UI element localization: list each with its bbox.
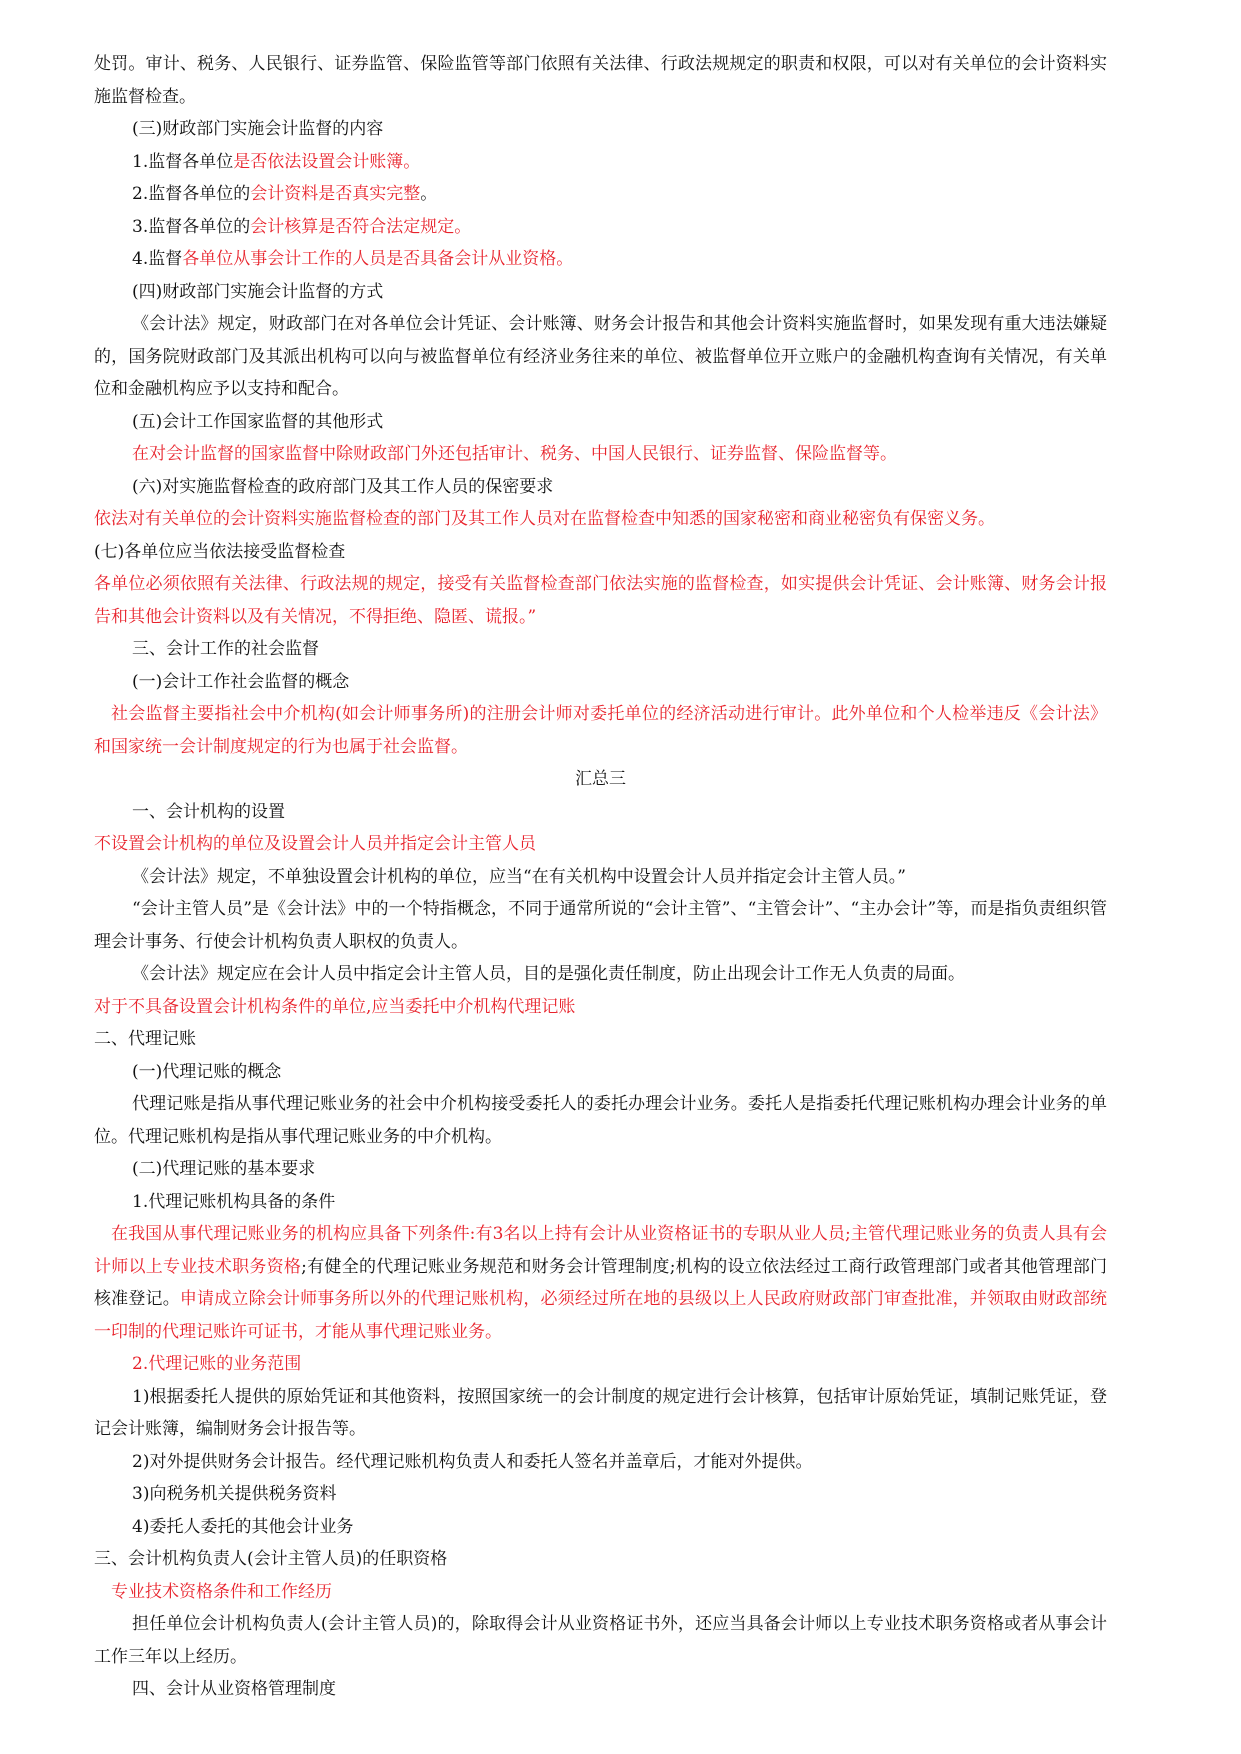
paragraph-p32 xyxy=(94,1381,1107,1446)
body-text: (四)财政部门实施会计监督的方式 xyxy=(132,281,384,302)
body-text: 2.监督各单位的 xyxy=(132,184,251,204)
highlighted-text: 对于不具备设置会计机构条件的单位,应当委托中介机构代理记账 xyxy=(94,996,576,1017)
paragraph-p12 xyxy=(94,503,1107,536)
highlighted-text: 社会监督主要指社会中介机构(如会计师事务所)的注册会计师对委托单位的经济活动进行审计。此外单位和个人检举违反《会计法》和国家统一会计制度规定的行为也属于社会监督。 xyxy=(94,704,1107,757)
highlighted-text: 各单位从事会计工作的人员是否具备会计从业资格。 xyxy=(182,249,574,269)
body-text: 3.监督各单位的 xyxy=(132,216,251,237)
paragraph-p13 xyxy=(94,536,1107,569)
body-text: 3)向税务机关提供税务资料 xyxy=(132,1484,337,1504)
paragraph-p21 xyxy=(94,861,1107,894)
paragraph-p6 xyxy=(94,243,1107,276)
body-text: 1)根据委托人提供的原始凭证和其他资料，按照国家统一的会计制度的规定进行会计核算，包括审计原始凭证，填制记账凭证，登记会计账簿，编制财务会计报告等。 xyxy=(94,1386,1107,1439)
body-text: 《会计法》规定，不单独设置会计机构的单位，应当“在有关机构中设置会计人员并指定会计主管人员。” xyxy=(132,866,906,887)
paragraph-p39 xyxy=(94,1673,1107,1706)
paragraph-p29 xyxy=(94,1186,1107,1219)
highlighted-text: 是否依法设置会计账簿。 xyxy=(233,151,421,172)
body-text: 汇总三 xyxy=(575,769,626,789)
paragraph-p3 xyxy=(94,146,1107,179)
paragraph-p9 xyxy=(94,406,1107,439)
body-text: (三)财政部门实施会计监督的内容 xyxy=(132,119,384,139)
paragraph-p10 xyxy=(94,438,1107,471)
paragraph-p8 xyxy=(94,308,1107,406)
highlighted-text: 2.代理记账的业务范围 xyxy=(132,1354,302,1374)
body-text: 四、会计从业资格管理制度 xyxy=(132,1679,336,1699)
body-text: (五)会计工作国家监督的其他形式 xyxy=(132,411,384,432)
paragraph-p26 xyxy=(94,1056,1107,1089)
paragraph-p20 xyxy=(94,828,1107,861)
body-text: 三、会计机构负责人(会计主管人员)的任职资格 xyxy=(94,1549,448,1569)
body-text: 1.代理记账机构具备的条件 xyxy=(132,1191,336,1212)
highlighted-text: 会计核算是否符合法定规定。 xyxy=(250,216,472,237)
highlighted-text: 在我国从事代理记账业务的机构应具备下列条件:有3名以上持有会计从业资格证书的专职从业人员;主管代理记账业务的负责人具有会计师以上专业技术职务资格 xyxy=(94,1224,1107,1277)
paragraph-p28 xyxy=(94,1153,1107,1186)
body-text: 4)委托人委托的其他会计业务 xyxy=(132,1516,354,1537)
body-text: 。 xyxy=(420,184,438,204)
body-text: 《会计法》规定，财政部门在对各单位会计凭证、会计账簿、财务会计报告和其他会计资料实施监督时，如果发现有重大违法嫌疑的，国务院财政部门及其派出机构可以向与被监督单位有经济业务往来的单位、被监督单位开立账户的金融机构查询有关情况，有关单位和金融机构应予以支持和配合。 xyxy=(94,314,1107,399)
paragraph-p34 xyxy=(94,1478,1107,1511)
paragraph-p19 xyxy=(94,796,1107,829)
body-text: (七)各单位应当依法接受监督检查 xyxy=(94,541,346,562)
body-text: (一)代理记账的概念 xyxy=(132,1061,282,1082)
body-text: (六)对实施监督检查的政府部门及其工作人员的保密要求 xyxy=(132,476,554,497)
highlighted-text: 在对会计监督的国家监督中除财政部门外还包括审计、税务、中国人民银行、证券监督、保险监督等。 xyxy=(132,444,897,464)
highlighted-text: 申请成立除会计师事务所以外的代理记账机构，必须经过所在地的县级以上人民政府财政部门审查批准，并领取由财政部统一印制的代理记账许可证书，才能从事代理记账业务。 xyxy=(94,1289,1108,1342)
body-text: 《会计法》规定应在会计人员中指定会计主管人员，目的是强化责任制度，防止出现会计工作无人负责的局面。 xyxy=(132,964,965,984)
paragraph-p18 xyxy=(94,763,1107,796)
paragraph-p11 xyxy=(94,471,1107,504)
highlighted-text: 不设置会计机构的单位及设置会计人员并指定会计主管人员 xyxy=(94,834,536,854)
highlighted-text: 专业技术资格条件和工作经历 xyxy=(111,1581,332,1602)
paragraph-p17 xyxy=(94,698,1107,763)
paragraph-p36 xyxy=(94,1543,1107,1576)
body-text: 二、代理记账 xyxy=(94,1029,196,1049)
body-text: 一、会计机构的设置 xyxy=(132,801,285,822)
paragraph-p30 xyxy=(94,1218,1107,1348)
body-text: ;有健全的代理记账业务规范和财务会计管理制度;机构的设立依法经过工商行政管理部门或者其他管理部门核准登记。 xyxy=(94,1256,1108,1309)
paragraph-p33 xyxy=(94,1446,1107,1479)
paragraph-p14 xyxy=(94,568,1107,633)
paragraph-p4 xyxy=(94,178,1107,211)
paragraph-p27 xyxy=(94,1088,1107,1153)
paragraph-p1 xyxy=(94,48,1107,113)
body-text: 代理记账是指从事代理记账业务的社会中介机构接受委托人的委托办理会计业务。委托人是指委托代理记账机构办理会计业务的单位。代理记账机构是指从事代理记账业务的中介机构。 xyxy=(94,1094,1107,1147)
paragraph-p38 xyxy=(94,1608,1107,1673)
paragraph-p35 xyxy=(94,1511,1107,1544)
body-text: 担任单位会计机构负责人(会计主管人员)的，除取得会计从业资格证书外，还应当具备会计师以上专业技术职务资格或者从事会计工作三年以上经历。 xyxy=(94,1614,1107,1667)
paragraph-p7 xyxy=(94,276,1107,309)
body-text: (二)代理记账的基本要求 xyxy=(132,1159,316,1179)
paragraph-p37 xyxy=(94,1576,1107,1609)
paragraph-p23 xyxy=(94,958,1107,991)
paragraph-p24 xyxy=(94,991,1107,1024)
body-text: 三、会计工作的社会监督 xyxy=(132,639,319,659)
paragraph-p16 xyxy=(94,666,1107,699)
body-text: 2)对外提供财务会计报告。经代理记账机构负责人和委托人签名并盖章后，才能对外提供。 xyxy=(132,1451,813,1472)
body-text: (一)会计工作社会监督的概念 xyxy=(132,671,350,692)
paragraph-p22 xyxy=(94,893,1107,958)
highlighted-text: 各单位必须依照有关法律、行政法规的规定，接受有关监督检查部门依法实施的监督检查，如实提供会计凭证、会计账簿、财务会计报告和其他会计资料以及有关情况，不得拒绝、隐匿、谎报。” xyxy=(94,574,1107,627)
paragraph-p5 xyxy=(94,211,1107,244)
paragraph-p15 xyxy=(94,633,1107,666)
body-text: 处罚。审计、税务、人民银行、证券监管、保险监管等部门依照有关法律、行政法规规定的职责和权限，可以对有关单位的会计资料实施监督检查。 xyxy=(94,54,1107,107)
paragraph-p31 xyxy=(94,1348,1107,1381)
paragraph-p2 xyxy=(94,113,1107,146)
body-text: 1.监督各单位 xyxy=(132,151,234,172)
highlighted-text: 会计资料是否真实完整 xyxy=(250,184,421,204)
body-text: 4.监督 xyxy=(132,249,183,269)
highlighted-text: 依法对有关单位的会计资料实施监督检查的部门及其工作人员对在监督检查中知悉的国家秘密和商业秘密负有保密义务。 xyxy=(94,509,995,529)
body-text: “会计主管人员”是《会计法》中的一个特指概念，不同于通常所说的“会计主管”、“主管会计”、“主办会计”等，而是指负责组织管理会计事务、行使会计机构负责人职权的负责人。 xyxy=(94,899,1107,952)
paragraph-p25 xyxy=(94,1023,1107,1056)
